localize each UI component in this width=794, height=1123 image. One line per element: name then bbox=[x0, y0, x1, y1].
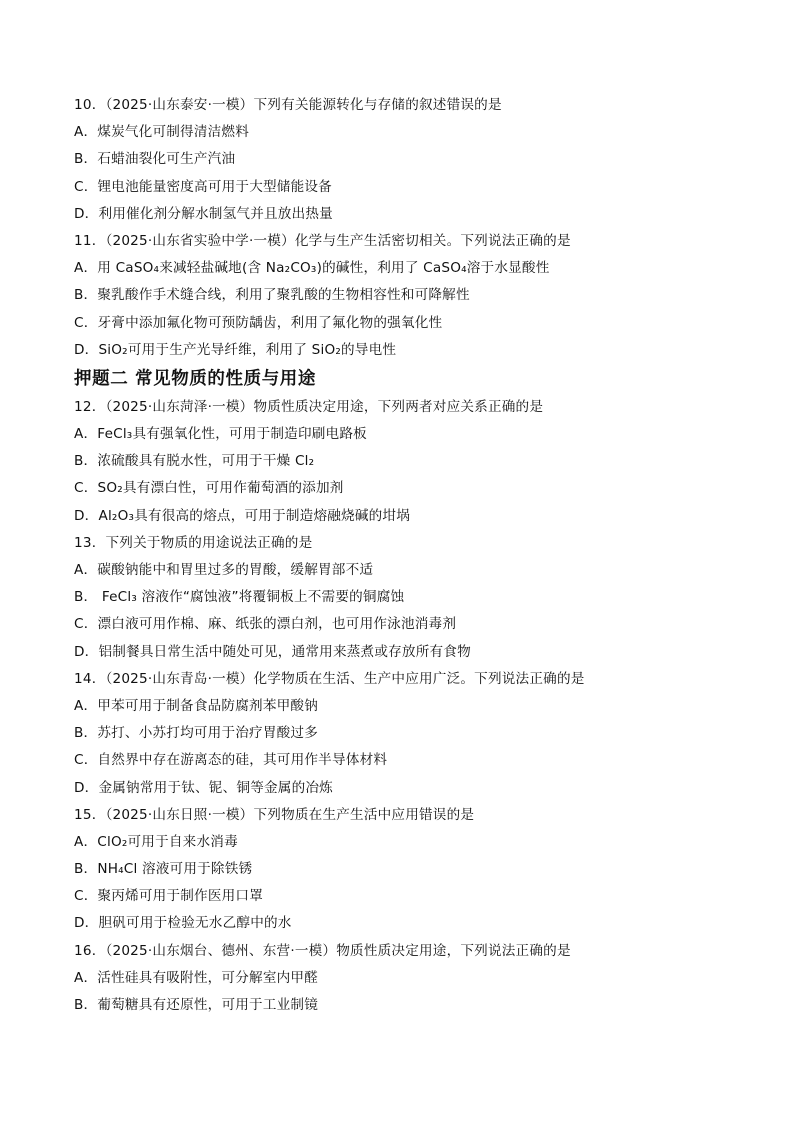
question-10-option-c: C．锂电池能量密度高可用于大型储能设备 bbox=[74, 178, 332, 195]
question-14-option-a: A．甲苯可用于制备食品防腐剂苯甲酸钠 bbox=[74, 697, 318, 714]
question-10-option-d: D．利用催化剂分解水制氢气并且放出热量 bbox=[74, 205, 333, 222]
question-11-option-c: C．牙膏中添加氟化物可预防龋齿，利用了氟化物的强氧化性 bbox=[74, 314, 443, 331]
question-15-stem: 15．（2025·山东日照·一模）下列物质在生产生活中应用错误的是 bbox=[74, 806, 475, 823]
question-15-option-d: D．胆矾可用于检验无水乙醇中的水 bbox=[74, 915, 292, 932]
question-12-stem: 12．（2025·山东菏泽·一模）物质性质决定用途，下列两者对应关系正确的是 bbox=[74, 398, 544, 415]
question-15-option-c: C．聚丙烯可用于制作医用口罩 bbox=[74, 888, 264, 905]
question-13-option-b: B． FeCl₃ 溶液作“腐蚀液”将覆铜板上不需要的铜腐蚀 bbox=[74, 589, 405, 606]
question-13-option-a: A．碳酸钠能中和胃里过多的胃酸，缓解胃部不适 bbox=[74, 562, 374, 578]
question-13-option-c: C．漂白液可用作棉、麻、纸张的漂白剂，也可用作泳池消毒剂 bbox=[74, 616, 457, 633]
question-14-stem: 14．（2025·山东青岛·一模）化学物质在生活、生产中应用广泛。下列说法正确的是 bbox=[74, 670, 585, 687]
question-13-stem: 13．下列关于物质的用途说法正确的是 bbox=[74, 534, 313, 551]
question-12-option-b: B．浓硫酸具有脱水性，可用于干燥 Cl₂ bbox=[74, 453, 315, 470]
question-list bbox=[74, 92, 734, 1019]
question-16-stem: 16．（2025·山东烟台、德州、东营·一模）物质性质决定用途，下列说法正确的是 bbox=[74, 942, 571, 959]
question-11-option-b: B．聚乳酸作手术缝合线，利用了聚乳酸的生物相容性和可降解性 bbox=[74, 287, 470, 304]
question-15-option-b: B．NH₄Cl 溶液可用于除铁锈 bbox=[74, 861, 253, 878]
question-14-option-d: D．金属钠常用于钛、铌、铜等金属的冶炼 bbox=[74, 779, 333, 796]
question-16-option-a: A．活性硅具有吸附性，可分解室内甲醛 bbox=[74, 969, 318, 986]
question-16-option-b: B．葡萄糖具有还原性，可用于工业制镜 bbox=[74, 997, 319, 1013]
question-10-option-b: B．石蜡油裂化可生产汽油 bbox=[74, 151, 236, 168]
question-11-option-a: A．用 CaSO₄来减轻盐碱地(含 Na₂CO₃)的碱性，利用了 CaSO₄溶于水显酸性 bbox=[74, 260, 550, 277]
question-11-stem: 11．（2025·山东省实验中学·一模）化学与生产生活密切相关。下列说法正确的是 bbox=[74, 232, 571, 249]
question-14-option-c: C．自然界中存在游离态的硅，其可用作半导体材料 bbox=[74, 752, 388, 769]
question-10-stem: 10．（2025·山东泰安·一模）下列有关能源转化与存储的叙述错误的是 bbox=[74, 97, 502, 113]
question-10-option-a: A．煤炭气化可制得清洁燃料 bbox=[74, 124, 250, 141]
question-12-option-d: D．Al₂O₃具有很高的熔点，可用于制造熔融烧碱的坩埚 bbox=[74, 507, 411, 524]
question-15-option-a: A．ClO₂可用于自来水消毒 bbox=[74, 833, 238, 850]
section-heading: 押题二 常见物质的性质与用途 bbox=[74, 368, 316, 389]
question-13-option-d: D．铝制餐具日常生活中随处可见，通常用来蒸煮或存放所有食物 bbox=[74, 643, 471, 660]
question-14-option-b: B．苏打、小苏打均可用于治疗胃酸过多 bbox=[74, 725, 319, 742]
question-11-option-d: D．SiO₂可用于生产光导纤维，利用了 SiO₂的导电性 bbox=[74, 341, 397, 358]
question-12-option-a: A．FeCl₃具有强氧化性，可用于制造印刷电路板 bbox=[74, 426, 367, 443]
question-12-option-c: C．SO₂具有漂白性，可用作葡萄酒的添加剂 bbox=[74, 480, 344, 497]
